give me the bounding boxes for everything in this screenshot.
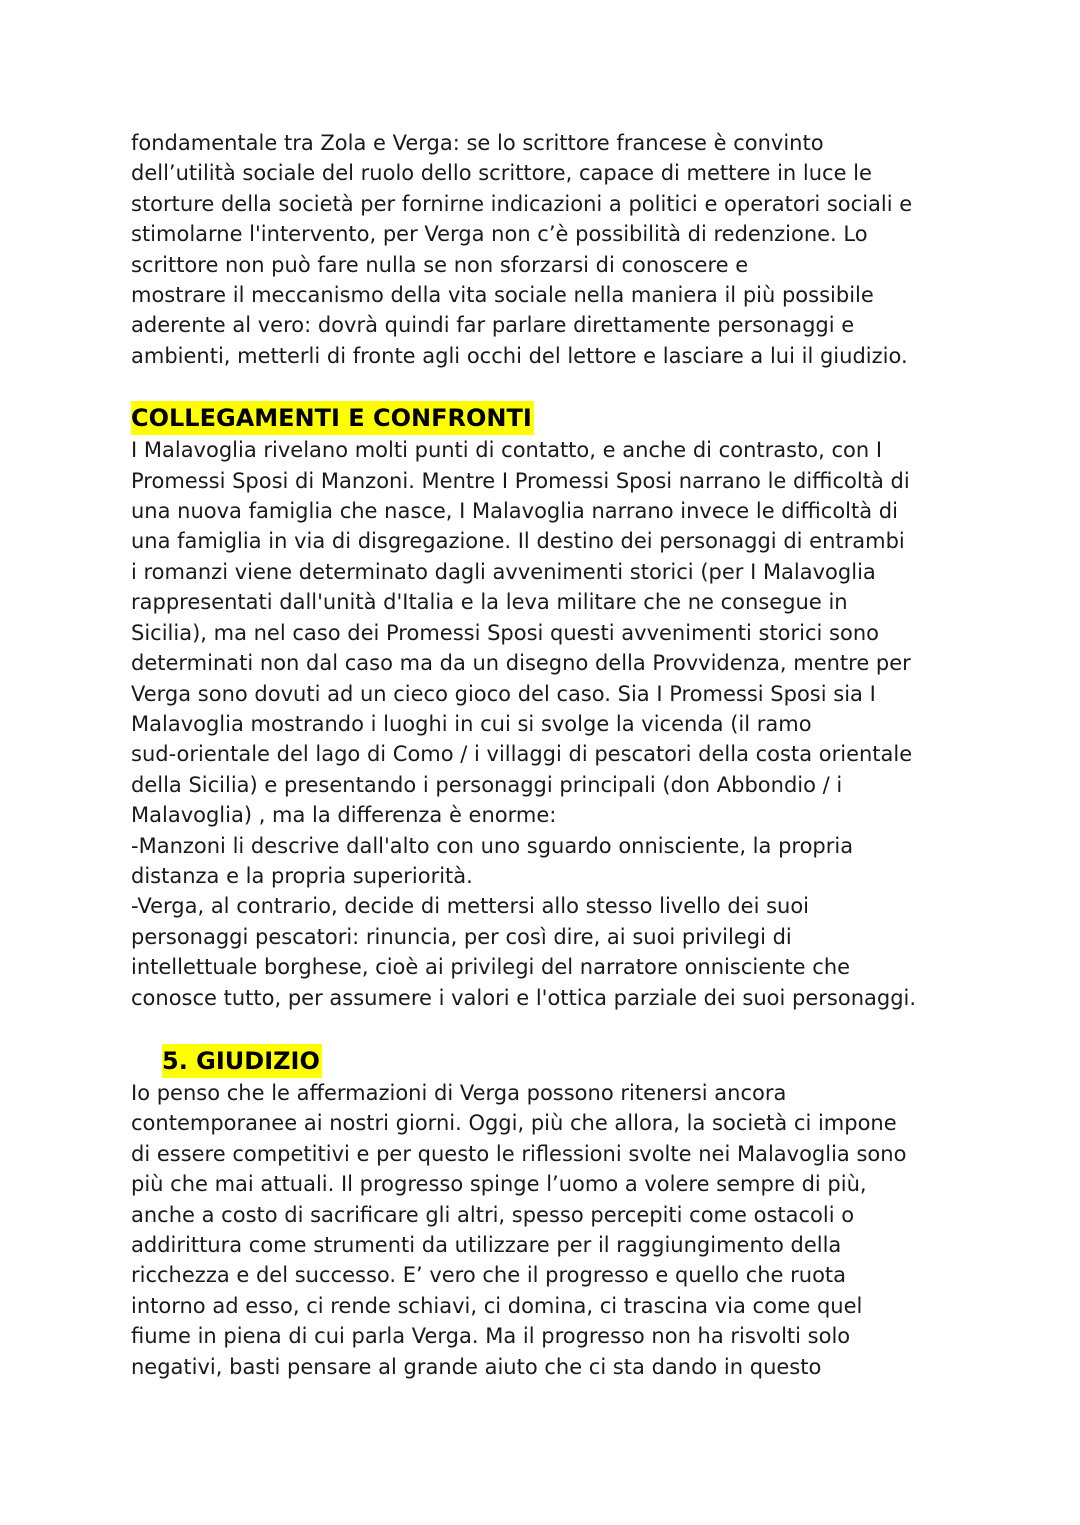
text-line: distanza e la propria superiorità. (131, 863, 473, 888)
text-line: una nuova famiglia che nasce, I Malavoglia narrano invece le difficoltà di (131, 499, 898, 524)
text-line: conosce tutto, per assumere i valori e l'ottica parziale dei suoi personaggi. (131, 985, 917, 1010)
text-line: addirittura come strumenti da utilizzare per il raggiungimento della (131, 1233, 842, 1257)
section-giudizio (131, 1044, 1031, 1382)
text-line: ricchezza e del successo. E’ vero che il progresso e quello che ruota (131, 1263, 847, 1288)
text-line: dell’utilità sociale del ruolo dello scrittore, capace di mettere in luce le (131, 161, 872, 186)
text-line: Promessi Sposi di Manzoni. Mentre I Promessi Sposi narrano le difficoltà di (131, 468, 910, 493)
section-heading: COLLEGAMENTI E CONFRONTI (131, 401, 534, 435)
section-heading: 5. GIUDIZIO (162, 1044, 322, 1078)
text-line: Malavoglia mostrando i luoghi in cui si svolge la vicenda (il ramo (131, 711, 812, 736)
intro-paragraph (131, 128, 1031, 371)
text-line: Io penso che le affermazioni di Verga possono ritenersi ancora (131, 1080, 787, 1105)
text-line: i romanzi viene determinato dagli avvenimenti storici (per I Malavoglia (131, 559, 876, 584)
section-heading-row (131, 401, 1031, 435)
text-line: Verga sono dovuti ad un cieco gioco del caso. Sia I Promessi Sposi sia I (131, 681, 876, 706)
text-line: intorno ad esso, ci rende schiavi, ci domina, ci trascina via come quel (131, 1293, 863, 1318)
text-line: negativi, basti pensare al grande aiuto che ci sta dando in questo (131, 1354, 822, 1379)
paragraph-spacer (131, 371, 1031, 401)
section-heading-row (131, 1044, 1031, 1078)
text-line: Malavoglia) , ma la differenza è enorme: (131, 803, 557, 828)
text-line: -Verga, al contrario, decide di mettersi allo stesso livello dei suoi (131, 894, 810, 919)
text-line: Sicilia), ma nel caso dei Promessi Sposi questi avvenimenti storici sono (131, 620, 880, 645)
text-line: -Manzoni li descrive dall'alto con uno sguardo onnisciente, la propria (131, 833, 854, 858)
text-line: aderente al vero: dovrà quindi far parlare direttamente personaggi e (131, 313, 855, 338)
text-line: sud-orientale del lago di Como / i villaggi di pescatori della costa orientale (131, 742, 913, 767)
text-line: contemporanee ai nostri giorni. Oggi, più che allora, la società ci impone (131, 1111, 897, 1136)
text-line: I Malavoglia rivelano molti punti di contatto, e anche di contrasto, con I (131, 438, 883, 463)
text-line: rappresentati dall'unità d'Italia e la leva militare che ne consegue in (131, 590, 848, 615)
text-line: fondamentale tra Zola e Verga: se lo scrittore francese è convinto (131, 131, 824, 155)
text-line: fiume in piena di cui parla Verga. Ma il progresso non ha risvolti solo (131, 1324, 851, 1349)
text-line: più che mai attuali. Il progresso spinge l’uomo a volere sempre di più, (131, 1172, 867, 1197)
text-line: scrittore non può fare nulla se non sforzarsi di conoscere e (131, 252, 749, 277)
paragraph-spacer (131, 1013, 1031, 1044)
text-line: intellettuale borghese, cioè ai privilegi del narratore onnisciente che (131, 955, 851, 980)
text-line: ambienti, metterli di fronte agli occhi del lettore e lasciare a lui il giudizio. (131, 343, 908, 368)
text-line: della Sicilia) e presentando i personaggi principali (don Abbondio / i (131, 772, 843, 797)
text-line: stimolarne l'intervento, per Verga non c’è possibilità di redenzione. Lo (131, 222, 868, 247)
text-line: storture della società per fornirne indicazioni a politici e operatori sociali e (131, 191, 913, 216)
text-line: personaggi pescatori: rinuncia, per così dire, ai suoi privilegi di (131, 924, 792, 949)
text-line: di essere competitivi e per questo le riflessioni svolte nei Malavoglia sono (131, 1141, 907, 1166)
text-line: mostrare il meccanismo della vita sociale nella maniera il più possibile (131, 283, 874, 308)
text-line: determinati non dal caso ma da un disegno della Provvidenza, mentre per (131, 651, 911, 676)
section-collegamenti (131, 401, 1031, 1013)
text-line: anche a costo di sacrificare gli altri, spesso percepiti come ostacoli o (131, 1202, 855, 1227)
document-page (131, 128, 1031, 1382)
text-line: una famiglia in via di disgregazione. Il destino dei personaggi di entrambi (131, 529, 905, 554)
